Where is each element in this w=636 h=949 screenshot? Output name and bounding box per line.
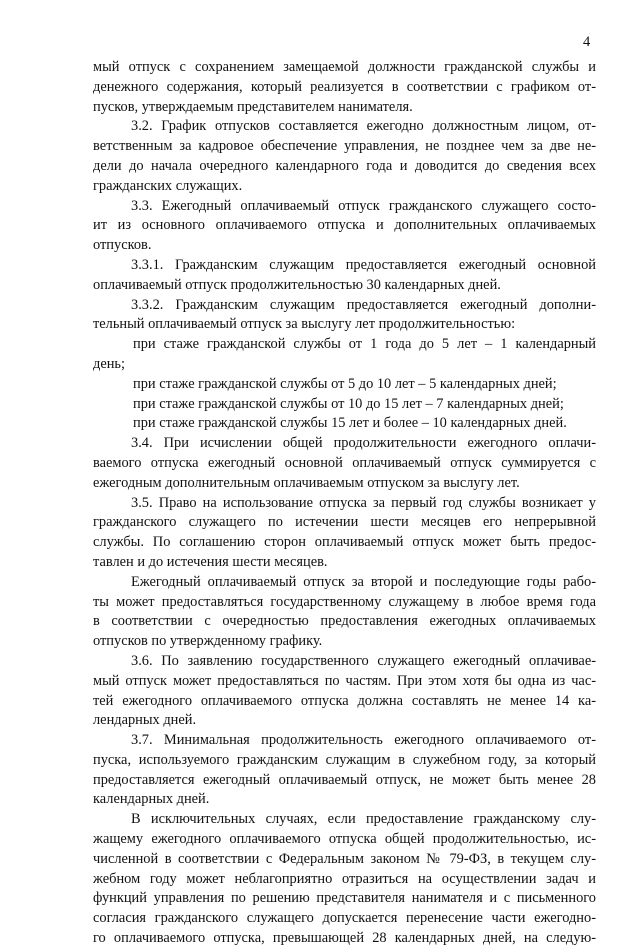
text-line: 3.4. При исчислении общей продолжительности ежегодного оплачи-	[131, 435, 596, 452]
text-line: при стаже гражданской службы от 1 года до 5 лет – 1 календарный	[133, 336, 596, 353]
text-line: тей ежегодного оплачиваемого отпуска должна составлять не менее 14 ка-	[93, 692, 596, 709]
text-line: гражданского служащего по истечении шести месяцев его непрерывной	[93, 514, 596, 531]
text-line: жебном году может неблагоприятно отразиться на осуществлении задач и	[93, 870, 596, 887]
text-line: ит из основного оплачиваемого отпуска и дополнительных оплачиваемых	[93, 217, 596, 234]
text-line: 3.2. График отпусков составляется ежегодно должностным лицом, от-	[131, 118, 596, 135]
text-line: гражданских служащих.	[93, 177, 243, 194]
text-line: предоставляется ежегодный оплачиваемый отпуск, не может быть менее 28	[93, 771, 596, 788]
text-line: тавлен и до истечения шести месяцев.	[93, 553, 328, 570]
text-line: денежного содержания, который реализуется в соответствии с графиком от-	[93, 78, 596, 95]
text-line: ветственным за кадровое обеспечение управления, не позднее чем за две не-	[93, 138, 596, 155]
text-line: день;	[93, 355, 125, 372]
text-line: календарных дней.	[93, 791, 210, 808]
text-line: тельный оплачиваемый отпуск за выслугу лет продолжительностью:	[93, 316, 516, 333]
text-line: при стаже гражданской службы 15 лет и более – 10 календарных дней.	[133, 415, 567, 432]
text-line: отпусков.	[93, 237, 152, 254]
page-number: 4	[583, 34, 591, 50]
text-line: ежегодным дополнительным оплачиваемым отпуском за выслугу лет.	[93, 474, 520, 491]
text-line: 3.3.1. Гражданским служащим предоставляется ежегодный основной	[131, 256, 596, 273]
text-line: 3.3.2. Гражданским служащим предоставляется ежегодный дополни-	[131, 296, 596, 313]
text-line: Ежегодный оплачиваемый отпуск за второй и последующие годы рабо-	[131, 573, 596, 590]
text-line: в соответствии с очередностью предоставления ежегодных оплачиваемых	[93, 613, 596, 630]
text-line: лендарных дней.	[93, 712, 197, 729]
text-line: мый отпуск может предоставляться по частям. При этом хотя бы одна из час-	[93, 672, 596, 689]
text-line: мый отпуск с сохранением замещаемой должности гражданской службы и	[93, 59, 596, 75]
text-line: функций управления по решению представителя нанимателя и с письменного	[93, 890, 596, 907]
text-line: согласия гражданского служащего допускается перенесение части ежегодно-	[93, 910, 596, 927]
text-line: 3.6. По заявлению государственного служащего ежегодный оплачивае-	[131, 652, 596, 669]
text-line: 3.3. Ежегодный оплачиваемый отпуск гражданского служащего состо-	[131, 197, 596, 214]
text-line: оплачиваемый отпуск продолжительностью 30 календарных дней.	[93, 276, 501, 293]
text-line: жащему ежегодного оплачиваемого отпуска общей продолжительностью, ис-	[93, 831, 596, 848]
text-line: В исключительных случаях, если предоставление гражданскому слу-	[131, 811, 596, 828]
text-line: 3.5. Право на использование отпуска за первый год службы возникает у	[131, 494, 596, 511]
text-line: при стаже гражданской службы от 5 до 10 лет – 5 календарных дней;	[133, 375, 557, 392]
text-line: го оплачиваемого отпуска, превышающей 28 календарных дней, на следую-	[93, 930, 596, 947]
text-line: службы. По соглашению сторон оплачиваемый отпуск может быть предос-	[93, 534, 596, 551]
text-line: пуска, используемого гражданским служащим в служебном году, за который	[93, 751, 596, 768]
text-line: отпусков по утвержденному графику.	[93, 633, 323, 650]
document-body	[93, 58, 596, 949]
text-line: пусков, утверждаемым представителем нанимателя.	[93, 98, 413, 115]
text-line: ваемого отпуска ежегодный основной оплачиваемый отпуск суммируется с	[93, 454, 596, 471]
text-line: ты может предоставляться государственному служащему в любое время года	[93, 593, 596, 610]
text-line: при стаже гражданской службы от 10 до 15 лет – 7 календарных дней;	[133, 395, 564, 412]
text-line: 3.7. Минимальная продолжительность ежегодного оплачиваемого от-	[131, 732, 596, 749]
text-line: численной в соответствии с Федеральным законом № 79-ФЗ, в текущем слу-	[93, 850, 596, 867]
text-line: дели до начала очередного календарного года и доводится до сведения всех	[93, 157, 596, 174]
